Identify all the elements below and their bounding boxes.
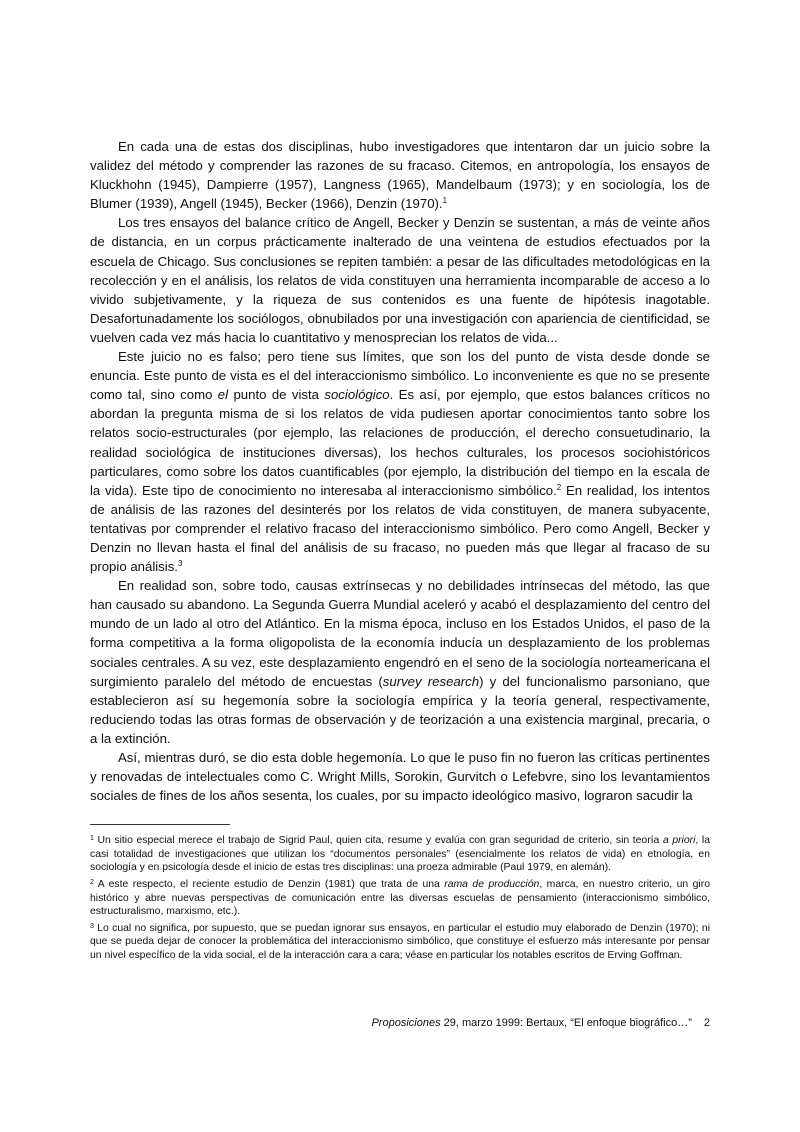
body-paragraph — [90, 347, 710, 576]
emphasis-text: a priori — [662, 835, 696, 847]
footnote-separator — [90, 824, 230, 825]
text-run: Los tres ensayos del balance crítico de Angell, Becker y Denzin se sustentan, a más de veinte años de distancia, en un corpus prácticamente inalterado de una veintena de estudios efectuados por la escuela de Chicago. Sus conclusiones se repiten también: a pesar de las dificultades metodológicas en la recolección y en el análisis, los relatos de vida constituyen una herramienta incomparable de acceso a lo vivido subjetivamente, y la riqueza de sus contenidos es una fuente de hipótesis inagotable. Desafortunadamente los sociólogos, obnubilados por una investigación con apariencia de cientificidad, se vuelven cada vez más hacia lo cuantitativo y menosprecian los relatos de vida... — [90, 215, 710, 345]
footnote-marker: 2 — [90, 879, 94, 887]
text-run: , la casi totalidad de investigaciones que utilizan los “documentos personales” (esencialmente los relatos de vida) en etnología, en sociología y en psicología desde el inicio de estas tres disciplinas: una proeza admirable (Paul 1979, en alemán). — [90, 835, 710, 874]
body-text — [90, 137, 710, 805]
text-run: En realidad, los intentos de análisis de las razones del desinterés por los relatos de vida constituyen, de manera subyacente, tentativas por comprender el relativo fracaso del interaccionismo simbólico. Pero como Angell, Becker y Denzin no llevan hasta el final del análisis de su fracaso, no pueden más que llegar al fracaso de su propio análisis. — [90, 482, 711, 575]
text-run: Lo cual no significa, por supuesto, que se puedan ignorar sus ensayos, en particular el estudio muy elaborado de Denzin (1970); ni que se pueda dejar de conocer la problemática del interaccionismo simbólico, que constituye el esfuerzo más interesante por pensar un nivel específico de la vida social, el de la interacción cara a cara; véase en particular los notables escritos de Erving Goffman. — [90, 922, 710, 962]
text-run: En realidad son, sobre todo, causas extrínsecas y no debilidades intrínsecas del método, las que han causado su abandono. La Segunda Guerra Mundial aceleró y acabó el desplazamiento del centro del mundo de un lado al otro del Atlántico. En la misma época, incluso en los Estados Unidos, el paso de la forma competitiva a la forma oligopolista de la economía inducía un desplazamiento de los problemas sociales centrales. A su vez, este desplazamiento engendró en el seno de la sociología norteamericana el surgimiento paralelo del método de encuestas ( — [90, 578, 710, 689]
text-run: , marca, en nuestro criterio, un giro histórico y abre nuevas perspectivas de comunicación entre las diversas escuelas de pensamiento (interaccionismo simbólico, estructuralismo, marxismo, etc.). — [90, 879, 710, 918]
emphasis-text: survey research — [382, 673, 480, 689]
body-paragraph — [90, 748, 710, 805]
footnote — [90, 834, 710, 875]
footnote-marker: 2 — [556, 482, 562, 492]
footer-citation: 29, marzo 1999: Bertaux, “El enfoque biográfico…” — [440, 1017, 692, 1029]
footnote-marker: 3 — [90, 922, 94, 930]
footnote — [90, 878, 710, 919]
footnote-marker: 1 — [90, 835, 94, 843]
text-run: A este respecto, el reciente estudio de Denzin (1981) que trata de una — [93, 879, 445, 891]
text-run: Este juicio no es falso; pero tiene sus límites, que son los del punto de vista desde donde se enuncia. Este punto de vista es el del interaccionismo simbólico. Lo inconveniente es que no se presente como tal, sino como — [90, 349, 710, 403]
emphasis-text: rama de producción — [444, 879, 540, 891]
footnote — [90, 922, 710, 963]
text-run: En cada una de estas dos disciplinas, hubo investigadores que intentaron dar un juicio sobre la validez del método y comprender las razones de su fracaso. Citemos, en antropología, los ensayos de Kluckhohn (1945), Dampierre (1957), Langness (1965), Mandelbaum (1973); y en sociología, los de Blumer (1939), Angell (1945), Becker (1966), Denzin (1970). — [90, 139, 710, 212]
text-run: ) y del funcionalismo parsoniano, que establecieron así su hegemonía sobre la sociología empírica y la teoría general, respectivamente, reduciendo todas las otras formas de observación y de teorización a una existencia marginal, precaria, o a la extinción. — [90, 673, 710, 746]
footer-journal: Proposiciones — [371, 1017, 441, 1029]
footnote-marker: 1 — [442, 196, 448, 206]
body-paragraph — [90, 213, 710, 347]
body-paragraph — [90, 137, 710, 213]
text-run: Un sitio especial merece el trabajo de Sigrid Paul, quien cita, resume y evalúa con gran seguridad de criterio, sin teoría — [93, 835, 663, 847]
page-body — [90, 137, 710, 966]
page-number: 2 — [703, 1017, 710, 1029]
body-paragraph — [90, 576, 710, 748]
emphasis-text: el — [217, 387, 229, 403]
page-footer — [90, 1016, 710, 1030]
text-run: Así, mientras duró, se dio esta doble hegemonía. Lo que le puso fin no fueron las críticas pertinentes y renovadas de intelectuales como C. Wright Mills, Sorokin, Gurvitch o Lefebvre, sino los levantamientos sociales de fines de los años sesenta, los cuales, por su impacto ideológico masivo, lograron sacudir la — [90, 750, 710, 804]
text-run: . Es así, por ejemplo, que estos balances críticos no abordan la pregunta misma de si los relatos de vida pudiesen aportar conocimientos tanto sobre los relatos socio-estructurales (por ejemplo, las relaciones de producción, el derecho consuetudinario, la realidad sociológica de instituciones diversas), los hechos culturales, los procesos sociohistóricos particulares, como sobre los datos cuantificables (por ejemplo, la distribución del tiempo en la escala de la vida). Este tipo de conocimiento no interesaba al interaccionismo simbólico. — [90, 387, 710, 498]
footnote-marker: 3 — [177, 559, 183, 569]
text-run: punto de vista — [228, 387, 325, 403]
emphasis-text: sociológico — [324, 387, 390, 403]
footnotes — [90, 834, 710, 962]
